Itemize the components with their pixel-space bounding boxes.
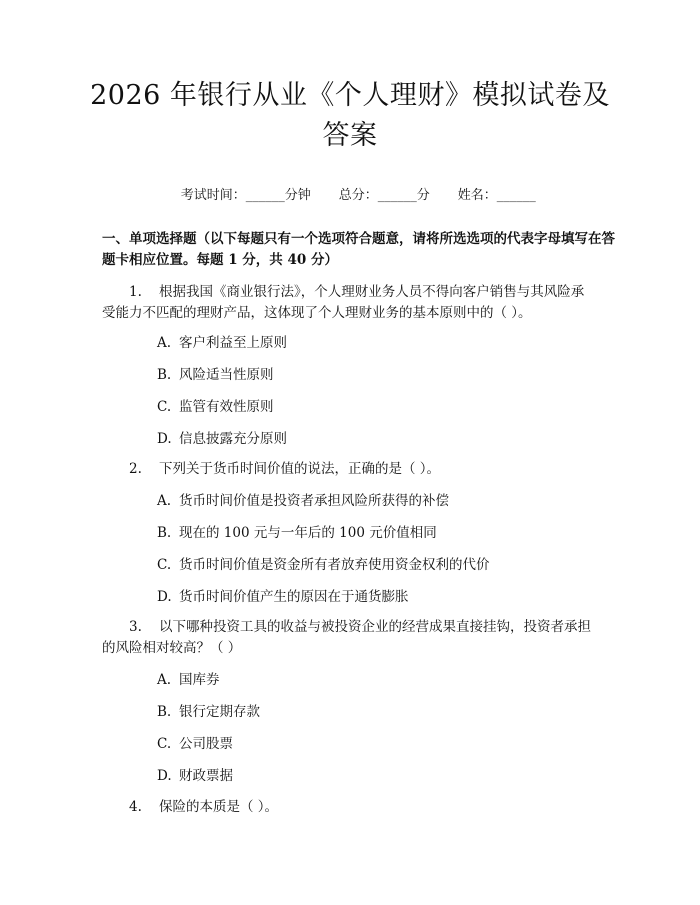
option-text: 货币时间价值是资金所有者放弃使用资金权利的代价: [179, 557, 490, 573]
option-text: 监管有效性原则: [179, 399, 274, 415]
question-4: [102, 797, 592, 818]
option-letter: B.: [157, 367, 172, 383]
option-2a: [157, 491, 449, 511]
option-3c: [157, 734, 233, 754]
option-text: 货币时间价值是投资者承担风险所获得的补偿: [179, 493, 449, 509]
option-text: 货币时间价值产生的原因在于通货膨胀: [179, 589, 409, 605]
option-2c: [157, 555, 490, 575]
name-blank: ______: [496, 188, 536, 203]
page-title: 2026 年银行从业《个人理财》模拟试卷及答案: [90, 80, 610, 151]
option-letter: B.: [157, 525, 172, 541]
option-letter: D.: [157, 768, 172, 784]
option-text: 公司股票: [179, 736, 233, 752]
option-text: 财政票据: [179, 768, 233, 784]
option-1c: [157, 397, 274, 417]
option-1b: [157, 365, 274, 385]
exam-info-line: [0, 169, 700, 223]
option-letter: A.: [157, 493, 172, 509]
name-label: 姓名：: [457, 188, 497, 203]
question-3: [102, 617, 592, 659]
question-number: 1.: [129, 284, 142, 300]
option-text: 客户利益至上原则: [179, 335, 287, 351]
question-1: [102, 282, 592, 324]
score-label: 总分：: [338, 188, 378, 203]
question-number: 4.: [129, 799, 142, 815]
question-number: 3.: [129, 619, 142, 635]
question-2: [102, 459, 592, 480]
time-unit: 分钟: [284, 188, 311, 203]
time-label: 考试时间：: [180, 188, 246, 203]
option-3a: [157, 670, 220, 690]
option-letter: A.: [157, 335, 172, 351]
question-text: 保险的本质是（ ）。: [159, 799, 279, 815]
option-2d: [157, 587, 409, 607]
option-1d: [157, 429, 287, 449]
option-3d: [157, 766, 233, 786]
option-letter: D.: [157, 589, 172, 605]
option-letter: B.: [157, 704, 172, 720]
score-unit: 分: [416, 188, 430, 203]
option-2b: [157, 523, 437, 543]
option-1a: [157, 333, 287, 353]
section-heading: 一、单项选择题（以下每题只有一个选项符合题意，请将所选选项的代表字母填写在答题卡相应位置。每题 1 分，共 40 分）: [102, 231, 615, 268]
time-blank: ______: [245, 188, 285, 203]
option-letter: A.: [157, 672, 172, 688]
option-text: 风险适当性原则: [179, 367, 274, 383]
option-letter: C.: [157, 557, 172, 573]
option-3b: [157, 702, 260, 722]
option-letter: C.: [157, 736, 172, 752]
option-text: 银行定期存款: [179, 704, 260, 720]
option-letter: D.: [157, 431, 172, 447]
option-letter: C.: [157, 399, 172, 415]
option-text: 现在的 100 元与一年后的 100 元价值相同: [179, 525, 437, 541]
score-blank: ______: [377, 188, 417, 203]
option-text: 国库券: [179, 672, 220, 688]
question-text: 以下哪种投资工具的收益与被投资企业的经营成果直接挂钩，投资者承担的风险相对较高？（ ）: [102, 619, 591, 656]
question-number: 2.: [129, 461, 142, 477]
question-text: 下列关于货币时间价值的说法，正确的是（ ）。: [159, 461, 441, 477]
option-text: 信息披露充分原则: [179, 431, 287, 447]
question-text: 根据我国《商业银行法》，个人理财业务人员不得向客户销售与其风险承受能力不匹配的理财产品，这体现了个人理财业务的基本原则中的（ ）。: [102, 284, 585, 321]
